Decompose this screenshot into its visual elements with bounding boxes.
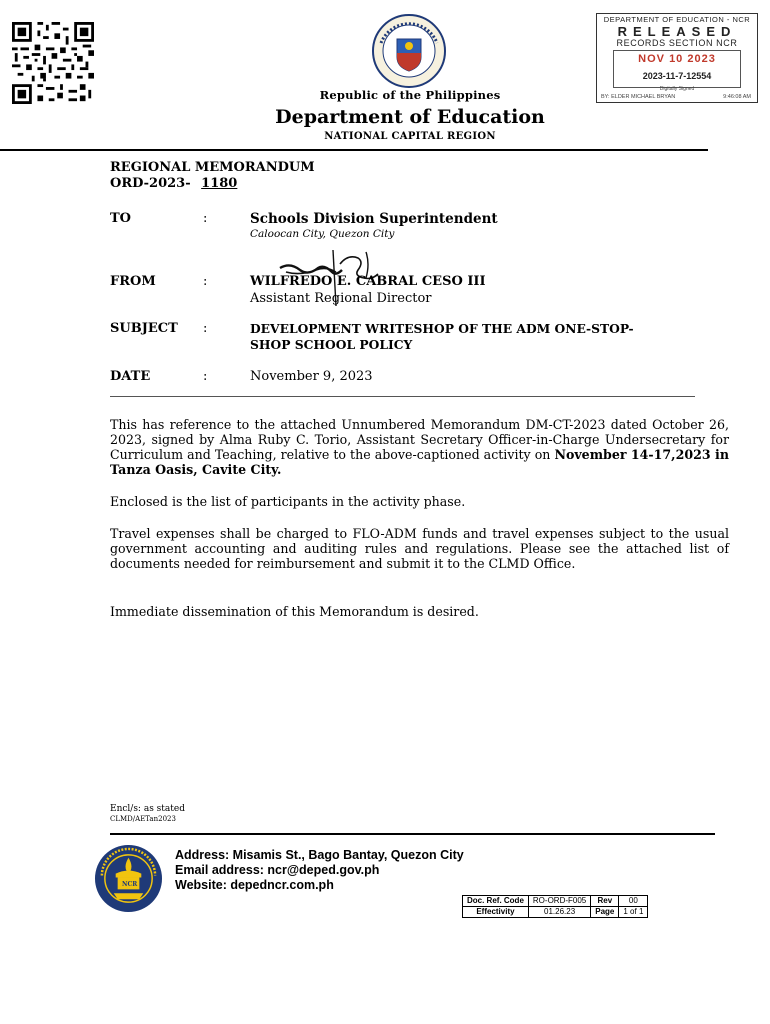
stamp-office: DEPARTMENT OF EDUCATION - NCR (603, 15, 751, 24)
doc-ref-label: Doc. Ref. Code (463, 896, 529, 907)
republic-heading: Republic of the Philippines (319, 88, 501, 102)
doc-ref-table (462, 895, 648, 918)
stamp-signed: Digitally Signed (659, 86, 695, 92)
memo-title: REGIONAL MEMORANDUM (110, 160, 315, 175)
page-value: 1 of 1 (619, 907, 648, 918)
from-value: WILFREDO E. CABRAL CESO III (250, 274, 486, 289)
stamp-date-box (613, 50, 741, 88)
body-paragraph-2: Enclosed is the list of participants in the activity phase. (110, 494, 466, 509)
to-colon: : (203, 211, 208, 226)
header-divider (0, 149, 708, 151)
seal-abbr: NCR (122, 881, 138, 888)
from-label: FROM (110, 274, 156, 289)
stamp-date: NOV 10 2023 (638, 53, 716, 65)
footer-divider (110, 833, 715, 835)
rev-value: 00 (619, 896, 648, 907)
subject-label: SUBJECT (110, 321, 178, 336)
table-row (463, 907, 648, 918)
p1-text: This has reference to the attached Unnumbered Memorandum DM-CT-2023 dated October 26, 2023, signed by Alma Ruby C. Torio, Assistant Secretary Officer-in-Charge Undersecretary for Curriculum and Teaching, relative to the above-captioned activity on (110, 417, 729, 462)
subject-line-1: DEVELOPMENT WRITESHOP OF THE ADM ONE-STOP- (250, 321, 634, 336)
body-paragraph-4: Immediate dissemination of this Memorandum is desired. (110, 604, 479, 619)
stamp-by: BY: ELDER MICHAEL BRYAN (601, 94, 676, 100)
stamp-time: 9:46:08 AM (723, 94, 751, 100)
deped-ncr-seal-icon (94, 844, 163, 913)
date-colon: : (203, 369, 208, 384)
to-subtitle: Caloocan City, Quezon City (250, 228, 395, 240)
enclosure-note: Encl/s: as stated (110, 804, 185, 814)
to-value: Schools Division Superintendent (250, 211, 498, 227)
stamp-tracking: 2023-11-7-12554 (642, 71, 712, 81)
body-paragraph-3: Travel expenses shall be charged to FLO-ADM funds and travel expenses subject to the usual government accounting and auditing rules and regulations. Please see the attached list of documents needed for reimbursement and submit it to the CLMD Office. (110, 526, 729, 571)
subject-line-2: SHOP SCHOOL POLICY (250, 337, 413, 352)
doc-ref-value: RO-ORD-F005 (528, 896, 590, 907)
effectivity-label: Effectivity (463, 907, 529, 918)
to-label: TO (110, 211, 131, 226)
footer-website: Website: depedncr.com.ph (175, 878, 334, 892)
region-heading: NATIONAL CAPITAL REGION (324, 131, 496, 142)
memo-number-prefix: ORD-2023- (110, 176, 191, 191)
initials-note: CLMD/AETan2023 (110, 815, 176, 823)
p1-bold: November 14-17,2023 in Tanza Oasis, Cavite City. (110, 447, 729, 477)
body-paragraph-1 (110, 417, 729, 477)
date-value: November 9, 2023 (250, 369, 373, 384)
subject-colon: : (203, 321, 208, 336)
stamp-section: RECORDS SECTION NCR (616, 38, 738, 48)
from-subtitle: Assistant Regional Director (250, 291, 432, 306)
memo-number (110, 176, 243, 191)
page-label: Page (591, 907, 619, 918)
department-heading: Department of Education (275, 106, 545, 128)
date-label: DATE (110, 369, 151, 384)
memo-number-value: 1180 (201, 176, 238, 191)
effectivity-value: 01.26.23 (528, 907, 590, 918)
released-stamp (596, 13, 758, 103)
table-row (463, 896, 648, 907)
footer-email: Email address: ncr@deped.gov.ph (175, 863, 380, 877)
stamp-status: RELEASED (617, 24, 737, 39)
deped-seal-icon (371, 13, 447, 89)
rev-label: Rev (591, 896, 619, 907)
from-colon: : (203, 274, 208, 289)
footer-address: Address: Misamis St., Bago Bantay, Quezon City (175, 848, 464, 862)
routing-divider (110, 396, 695, 397)
